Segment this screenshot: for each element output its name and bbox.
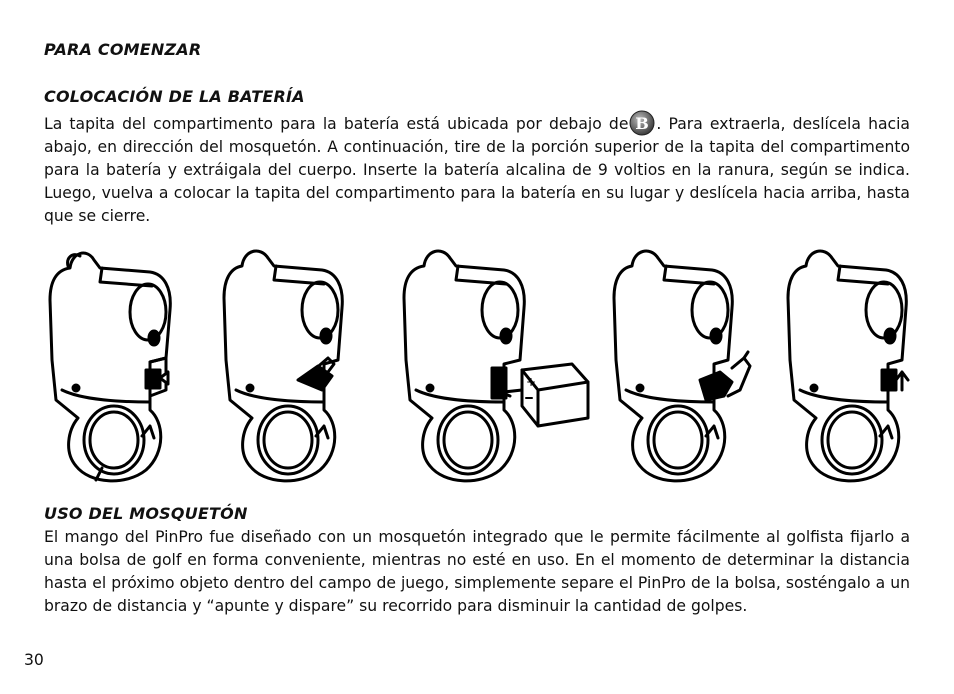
bushnell-b-logo-icon — [629, 110, 655, 136]
page-number: 30 — [24, 651, 44, 669]
section-heading-bateria: COLOCACIÓN DE LA BATERÍA — [44, 87, 305, 106]
battery-steps-illustration — [40, 240, 930, 490]
section-heading-mosqueton: USO DEL MOSQUETÓN — [44, 504, 248, 523]
battery-paragraph — [44, 110, 910, 228]
section-heading-para-comenzar: PARA COMENZAR — [44, 40, 202, 59]
battery-text-before-logo: La tapita del compartimento para la batería está ubicada por debajo de — [44, 115, 629, 133]
battery-plus-label: + — [526, 375, 537, 389]
mosqueton-paragraph: El mango del PinPro fue diseñado con un mosquetón integrado que le permite fácilmente al golfista fijarlo a una bolsa de golf en forma conveniente, mientras no esté en uso. En el momento de determinar la distancia hasta el próximo objeto dentro del campo de juego, simplemente separe el PinPro de la bolsa, sosténgalo a un brazo de distancia y “apunte y dispare” su recorrido para disminuir la cantidad de golpes. — [44, 528, 910, 615]
step-1-illustration — [42, 240, 192, 490]
step-5-illustration — [782, 240, 932, 490]
battery-text-after-logo: . Para extraerla, deslícela hacia abajo, en dirección del mosquetón. A continuación, tire de la porción superior de la tapita del compartimento para la batería y extráigala del cuerpo. Inserte la batería alcalina de 9 voltios en la ranura, según se indica. Luego, vuelva a colocar la tapita del compartimento para la batería en su lugar y deslícela hacia arriba, hasta que se cierre. — [44, 115, 910, 225]
svg-text:B: B — [635, 114, 650, 133]
step-4-illustration — [608, 240, 758, 490]
step-3-illustration — [400, 240, 600, 490]
step-2-illustration — [218, 240, 368, 490]
